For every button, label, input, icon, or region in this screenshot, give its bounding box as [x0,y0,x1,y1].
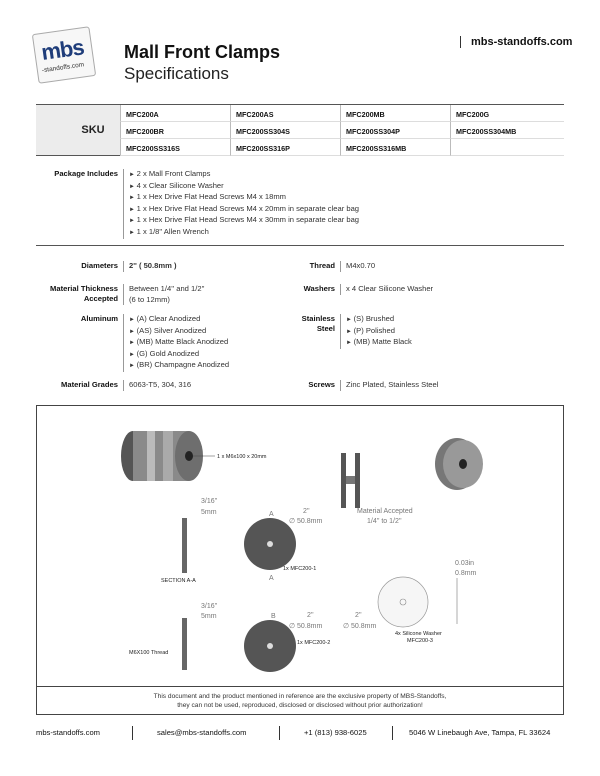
washer-face [378,577,428,627]
company-logo [32,26,96,84]
dim-08mm: 0.8mm [455,570,477,577]
marker-a-top: A [269,511,274,518]
sku-code: MFC200SS304P [340,122,450,139]
sku-grid [120,105,564,155]
dim-2in-c: 2'' [355,612,362,619]
sku-label: SKU [36,105,120,155]
section-a-profile [182,518,187,573]
header-site-link[interactable]: mbs-standoffs.com [460,36,572,48]
sku-code: MFC200SS304S [230,122,340,139]
clamp-assembly-render [121,431,215,481]
package-label: Package Includes [54,169,118,178]
page-title: Mall Front Clamps [124,42,281,62]
aluminum-list [123,314,229,372]
drawing-canvas [37,406,563,688]
grades-value: 6063-T5, 304, 316 [123,380,191,391]
sku-code: MFC200SS316MB [340,139,450,156]
sku-code: MFC200MB [340,105,450,122]
sku-table [36,104,564,156]
screws-value: Zinc Plated, Stainless Steel [340,380,438,391]
section-divider [36,245,564,246]
package-list [123,169,359,239]
page-subtitle: Specifications [124,64,229,83]
thread-label: M6X100 Thread [129,650,169,656]
dim-003in: 0.03in [455,560,475,567]
washers-label: Washers [303,284,335,293]
aluminum-item: ► (BR) Champagne Anodized [129,360,229,372]
package-item: ► 2 x Mall Front Clamps [129,169,359,181]
thickness-value-line: (6 to 12mm) [129,294,170,304]
dim-3-16-bottom: 3/16'' [201,603,218,610]
thickness-value-line: Between 1/4'' and 1/2'' [129,284,205,293]
aluminum-label: Aluminum [80,314,118,323]
material-accepted: Material Accepted [357,508,413,515]
stainless-item: ► (P) Polished [346,326,412,338]
package-item: ► 1 x 1/8" Allen Wrench [129,227,359,239]
package-item: ► 4 x Clear Silicone Washer [129,181,359,193]
material-range: 1/4'' to 1/2'' [367,518,402,525]
dim-3-16-top: 3/16'' [201,498,218,505]
clamp-3d-small [435,438,483,490]
sku-code: MFC200A [120,105,230,122]
thickness-label-line: Material Thickness [50,284,118,293]
stainless-item: ► (S) Brushed [346,314,412,326]
dim-508-b: ∅ 50.8mm [289,623,323,630]
marker-b: B [271,613,276,620]
dim-5mm-bottom: 5mm [201,613,217,620]
sku-code: MFC200SS304MB [450,122,564,139]
logo-mark: mbs [39,34,86,65]
part-1: 1x MFC200-1 [283,566,317,572]
washer-label: 4x Silicone Washer [395,631,442,637]
dim-2in-b: 2'' [307,612,314,619]
stainless-label-line: Steel [316,324,335,333]
package-item: ► 1 x Hex Drive Flat Head Screws M4 x 20mm in separate clear bag [129,204,359,216]
marker-a-bottom: A [269,575,274,582]
dim-2in-a: 2'' [303,508,310,515]
aluminum-item: ► (MB) Matte Black Anodized [129,337,229,349]
thickness-label [40,284,118,304]
washers-value: x 4 Clear Silicone Washer [340,284,433,295]
dim-508-a: ∅ 50.8mm [289,518,323,525]
diameters-value: 2'' ( 50.8mm ) [123,261,177,272]
section-b-profile [182,618,187,670]
screws-label: Screws [308,380,335,389]
sku-code: MFC200SS316S [120,139,230,156]
aluminum-item: ► (AS) Silver Anodized [129,326,229,338]
footer-email-link[interactable]: sales@mbs-standoffs.com [157,728,247,737]
notice-line: they can not be used, reproduced, disclosed or disclosed without prior authorization! [177,702,423,709]
notice-line: This document and the product mentioned in reference are the exclusive property of MBS-Standoffs, [153,693,447,700]
thickness-label-line: Accepted [83,294,118,303]
thickness-value [123,284,204,305]
stainless-label [260,314,335,334]
thread-value: M4x0.70 [340,261,375,272]
page-footer [36,728,564,740]
dim-5mm-top: 5mm [201,509,217,516]
ownership-notice [37,686,563,714]
sku-code [450,139,564,156]
part-2: 1x MFC200-2 [297,640,331,646]
diameters-label: Diameters [81,261,118,270]
screw-callout: 1 x M6x100 x 20mm [217,454,267,460]
footer-address: 5046 W Linebaugh Ave, Tampa, FL 33624 [409,728,551,737]
stainless-item: ► (MB) Matte Black [346,337,412,349]
sku-code: MFC200G [450,105,564,122]
aluminum-item: ► (G) Gold Anodized [129,349,229,361]
logo-subtext: -standoffs.com [41,61,85,75]
technical-drawing [36,405,564,715]
aluminum-item: ► (A) Clear Anodized [129,314,229,326]
sku-code: MFC200BR [120,122,230,139]
sku-code: MFC200SS316P [230,139,340,156]
section-label: SECTION A-A [161,578,196,584]
dim-508-c: ∅ 50.8mm [343,623,377,630]
side-view [341,453,360,508]
stainless-label-line: Stainless [301,314,335,323]
package-item: ► 1 x Hex Drive Flat Head Screws M4 x 18mm [129,192,359,204]
package-item: ► 1 x Hex Drive Flat Head Screws M4 x 30mm in separate clear bag [129,215,359,227]
footer-phone: +1 (813) 938-6025 [304,728,367,737]
washer-part: MFC200-3 [407,638,433,644]
stainless-list [340,314,412,349]
footer-site-link[interactable]: mbs-standoffs.com [36,728,101,737]
sku-code: MFC200AS [230,105,340,122]
thread-label: Thread [309,261,335,270]
grades-label: Material Grades [61,380,118,389]
